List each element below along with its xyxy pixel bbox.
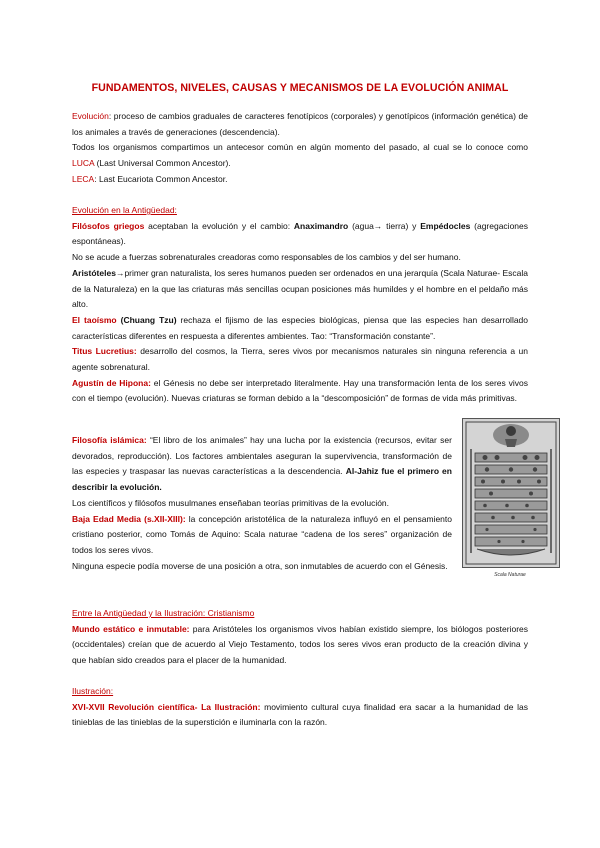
mundo-term: Mundo estático e inmutable: <box>72 623 190 634</box>
lucretius-term: Titus Lucretius: <box>72 346 137 357</box>
lucretius-text: desarrollo del cosmos, la Tierra, seres vivos por mecanismos naturales sin ninguna referencia a un agente sobrenatural. <box>72 346 528 373</box>
taoismo-paragraph <box>72 313 528 344</box>
griegos-term: Filósofos griegos <box>72 220 145 231</box>
islamica-term: Filosofía islámica: <box>72 435 147 445</box>
ninguna-paragraph: Ninguna especie podía moverse de una posición a otra, son inmutables de acuerdo con el Génesis. <box>72 560 448 571</box>
griegos-text-a: aceptaban la evolución y el cambio: <box>144 220 294 231</box>
ilustracion-heading: Ilustración: <box>72 686 114 696</box>
antiguedad-section <box>72 203 528 407</box>
leca-paragraph <box>72 172 528 188</box>
page-title: FUNDAMENTOS, NIVELES, CAUSAS Y MECANISMOS DE LA EVOLUCIÓN ANIMAL <box>91 82 509 94</box>
cristianismo-heading: Entre la Antigüedad y la Ilustración: Cristianismo <box>72 608 255 618</box>
empedocles: Empédocles <box>420 220 471 231</box>
cientificos-paragraph: Los científicos y filósofos musulmanes enseñaban teorías primitivas de la evolución. <box>72 497 390 508</box>
evolucion-term: Evolución <box>72 111 109 121</box>
hipona-paragraph <box>72 376 528 407</box>
anaximandro: Anaximandro <box>293 220 349 231</box>
antiguedad-heading: Evolución en la Antigüedad: <box>72 205 177 215</box>
jahiz-text: Al-Jahiz fue el primero en describir la evolución. <box>72 466 452 493</box>
scala-naturae-image <box>462 418 560 568</box>
lucretius-paragraph <box>72 344 528 375</box>
leca-term: LECA <box>72 173 95 184</box>
xvi-term: XVI-XVII Revolución científica- La Ilustración: <box>72 701 261 712</box>
aristoteles-text: →primer gran naturalista, los seres humanos pueden ser ordenados en una jerarquía (Scala Naturae- Escala de la Naturaleza) en la que las criaturas más sencillas ocupan posiciones más humildes y el hombre en el peldaño más alto. <box>72 267 528 310</box>
figure-caption: Scala Naturae <box>494 572 526 578</box>
griegos-text-b: (agua→ tierra) y <box>348 220 421 231</box>
aristoteles-paragraph <box>72 266 528 313</box>
aristoteles-term: Aristóteles <box>72 267 116 278</box>
luca-term: LUCA <box>72 158 95 169</box>
luca-text-b: (Last Universal Common Ancestor). <box>94 158 231 169</box>
mundo-paragraph <box>72 622 528 669</box>
leca-text: : Last Eucariota Common Ancestor. <box>94 173 228 184</box>
cristianismo-section <box>72 606 528 669</box>
evolucion-definition <box>72 109 528 140</box>
xvi-text: movimiento cultural cuya finalidad era sacar a la humanidad de las tinieblas de las tinieblas de la superstición e iluminarla con la razón. <box>72 701 529 728</box>
scala-naturae-engraving <box>463 419 559 567</box>
mundo-text: para Aristóteles los organismos vivos habían existido siempre, los biólogos posteriores (occidentales) creían que de acuerdo al Viejo Testamento, todos los seres vivos eran producto de la creación divina y que habían sido creados para el placer de la humanidad. <box>72 623 529 666</box>
islamica-section <box>72 433 452 574</box>
chuang-tzu: (Chuang Tzu) <box>116 314 177 325</box>
ilustracion-section <box>72 684 528 731</box>
intro-section <box>72 109 528 188</box>
baja-edad-term: Baja Edad Media (s.XII-XIII): <box>72 513 186 524</box>
taoismo-text: rechaza el fijismo de las especies biológicas, piensa que las especies han desarrollado características diferentes en respuesta a diferentes ambientes. Tao: “Transformación constante”. <box>72 314 529 341</box>
fuerzas-paragraph: No se acude a fuerzas sobrenaturales creadoras como responsables de los cambios y del ser humano. <box>72 252 461 263</box>
hipona-text: el Génesis no debe ser interpretado literalmente. Hay una transformación lenta de los seres vivos con el tiempo (evolución). Nuevas criaturas se forman debido a la “descomposición” de formas de vida más primitivas. <box>72 377 528 404</box>
luca-text-a: Todos los organismos compartimos un antecesor común en algún momento del pasado, al cual se lo conoce como <box>72 142 528 153</box>
baja-edad-paragraph <box>72 512 452 559</box>
luca-paragraph <box>72 140 528 171</box>
evolucion-text: : proceso de cambios graduales de caracteres fenotípicos (corporales) y genotípicos (información genética) de los animales a través de generaciones (descendencia). <box>72 111 528 137</box>
islamica-paragraph <box>72 433 452 496</box>
hipona-term: Agustín de Hipona: <box>72 377 151 388</box>
taoismo-term: El taoísmo <box>72 314 117 325</box>
griegos-paragraph <box>72 219 528 250</box>
islamica-text: “El libro de los animales” hay una lucha por la existencia (recursos, evitar ser devorados, reproducción). Los factores ambientales aseguran la supervivencia, transformación de las especies y traspasar las nuevas características a la descendencia. <box>72 435 452 477</box>
griegos-text-c: (agregaciones espontáneas). <box>72 220 529 247</box>
xvi-paragraph <box>72 700 528 731</box>
baja-edad-text: la concepción aristotélica de la naturaleza influyó en el pensamiento cristiano posterior, como Tomás de Aquino: Scala naturae “cadena de los seres” organización de todos los seres vivos. <box>72 513 452 555</box>
